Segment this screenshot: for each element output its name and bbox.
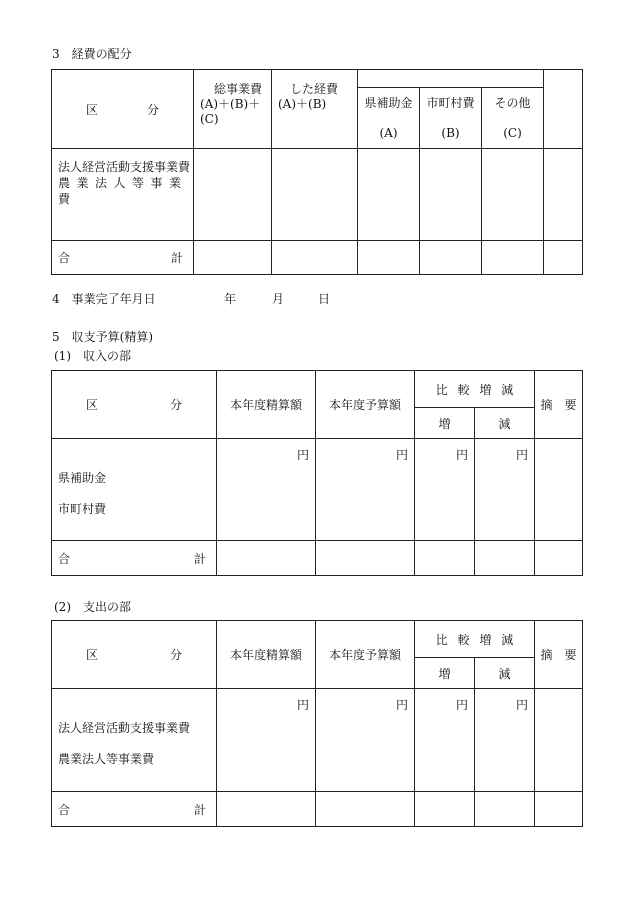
expense-decrease-yen: 円 <box>475 689 535 792</box>
header-kubun: 区 分 <box>52 70 194 149</box>
expense-header-increase: 増 <box>415 658 475 689</box>
income-settle-yen: 円 <box>217 439 316 541</box>
income-header-budget: 本年度予算額 <box>316 371 415 439</box>
header-shita-keihi: した経費 (A)＋(B) <box>272 70 358 149</box>
header-blank <box>544 70 583 149</box>
expense-total-label: 合 計 <box>52 792 217 827</box>
income-header-kubun: 区 分 <box>52 371 217 439</box>
section5-title: 5 収支予算(精算) <box>52 330 153 344</box>
income-items: 県補助金 市町村費 <box>52 439 217 541</box>
income-decrease-yen: 円 <box>475 439 535 541</box>
expense-header-budget: 本年度予算額 <box>316 621 415 689</box>
income-title: (1) 収入の部 <box>54 349 131 363</box>
expense-title: (2) 支出の部 <box>54 600 131 614</box>
income-budget-yen: 円 <box>316 439 415 541</box>
income-header-compare: 比 較 増 減 <box>415 371 535 408</box>
expense-header-compare: 比 較 増 減 <box>415 621 535 658</box>
expense-settle-yen: 円 <box>217 689 316 792</box>
expense-header-decrease: 減 <box>475 658 535 689</box>
expense-header-settle: 本年度精算額 <box>217 621 316 689</box>
income-table <box>51 370 583 576</box>
income-total-label: 合 計 <box>52 541 217 576</box>
total-row-label: 合 計 <box>52 241 194 275</box>
income-header-note: 摘 要 <box>535 371 583 439</box>
income-header-settle: 本年度精算額 <box>217 371 316 439</box>
income-header-increase: 増 <box>415 408 475 439</box>
expense-table <box>51 620 583 827</box>
completion-year-label: 年 <box>224 292 237 306</box>
expense-items: 法人経営活動支援事業費 農業法人等事業費 <box>52 689 217 792</box>
header-other: その他 (C) <box>482 88 544 149</box>
income-header-decrease: 減 <box>475 408 535 439</box>
expense-increase-yen: 円 <box>415 689 475 792</box>
section4-title: 4 事業完了年月日 <box>52 292 156 306</box>
completion-month-label: 月 <box>272 292 285 306</box>
expense-header-kubun: 区 分 <box>52 621 217 689</box>
header-pref-subsidy: 県補助金 (A) <box>358 88 420 149</box>
row-items: 法人経営活動支援事業費 農業法人等事業費 <box>52 149 194 241</box>
expense-header-note: 摘 要 <box>535 621 583 689</box>
expense-budget-yen: 円 <box>316 689 415 792</box>
completion-day-label: 日 <box>318 292 331 306</box>
header-total-cost: 総事業費 (A)＋(B)＋ (C) <box>194 70 272 149</box>
income-increase-yen: 円 <box>415 439 475 541</box>
header-city-cost: 市町村費 (B) <box>420 88 482 149</box>
cost-allocation-table <box>51 69 583 275</box>
section3-title: 3 経費の配分 <box>52 47 132 61</box>
header-funding-group <box>358 70 544 88</box>
